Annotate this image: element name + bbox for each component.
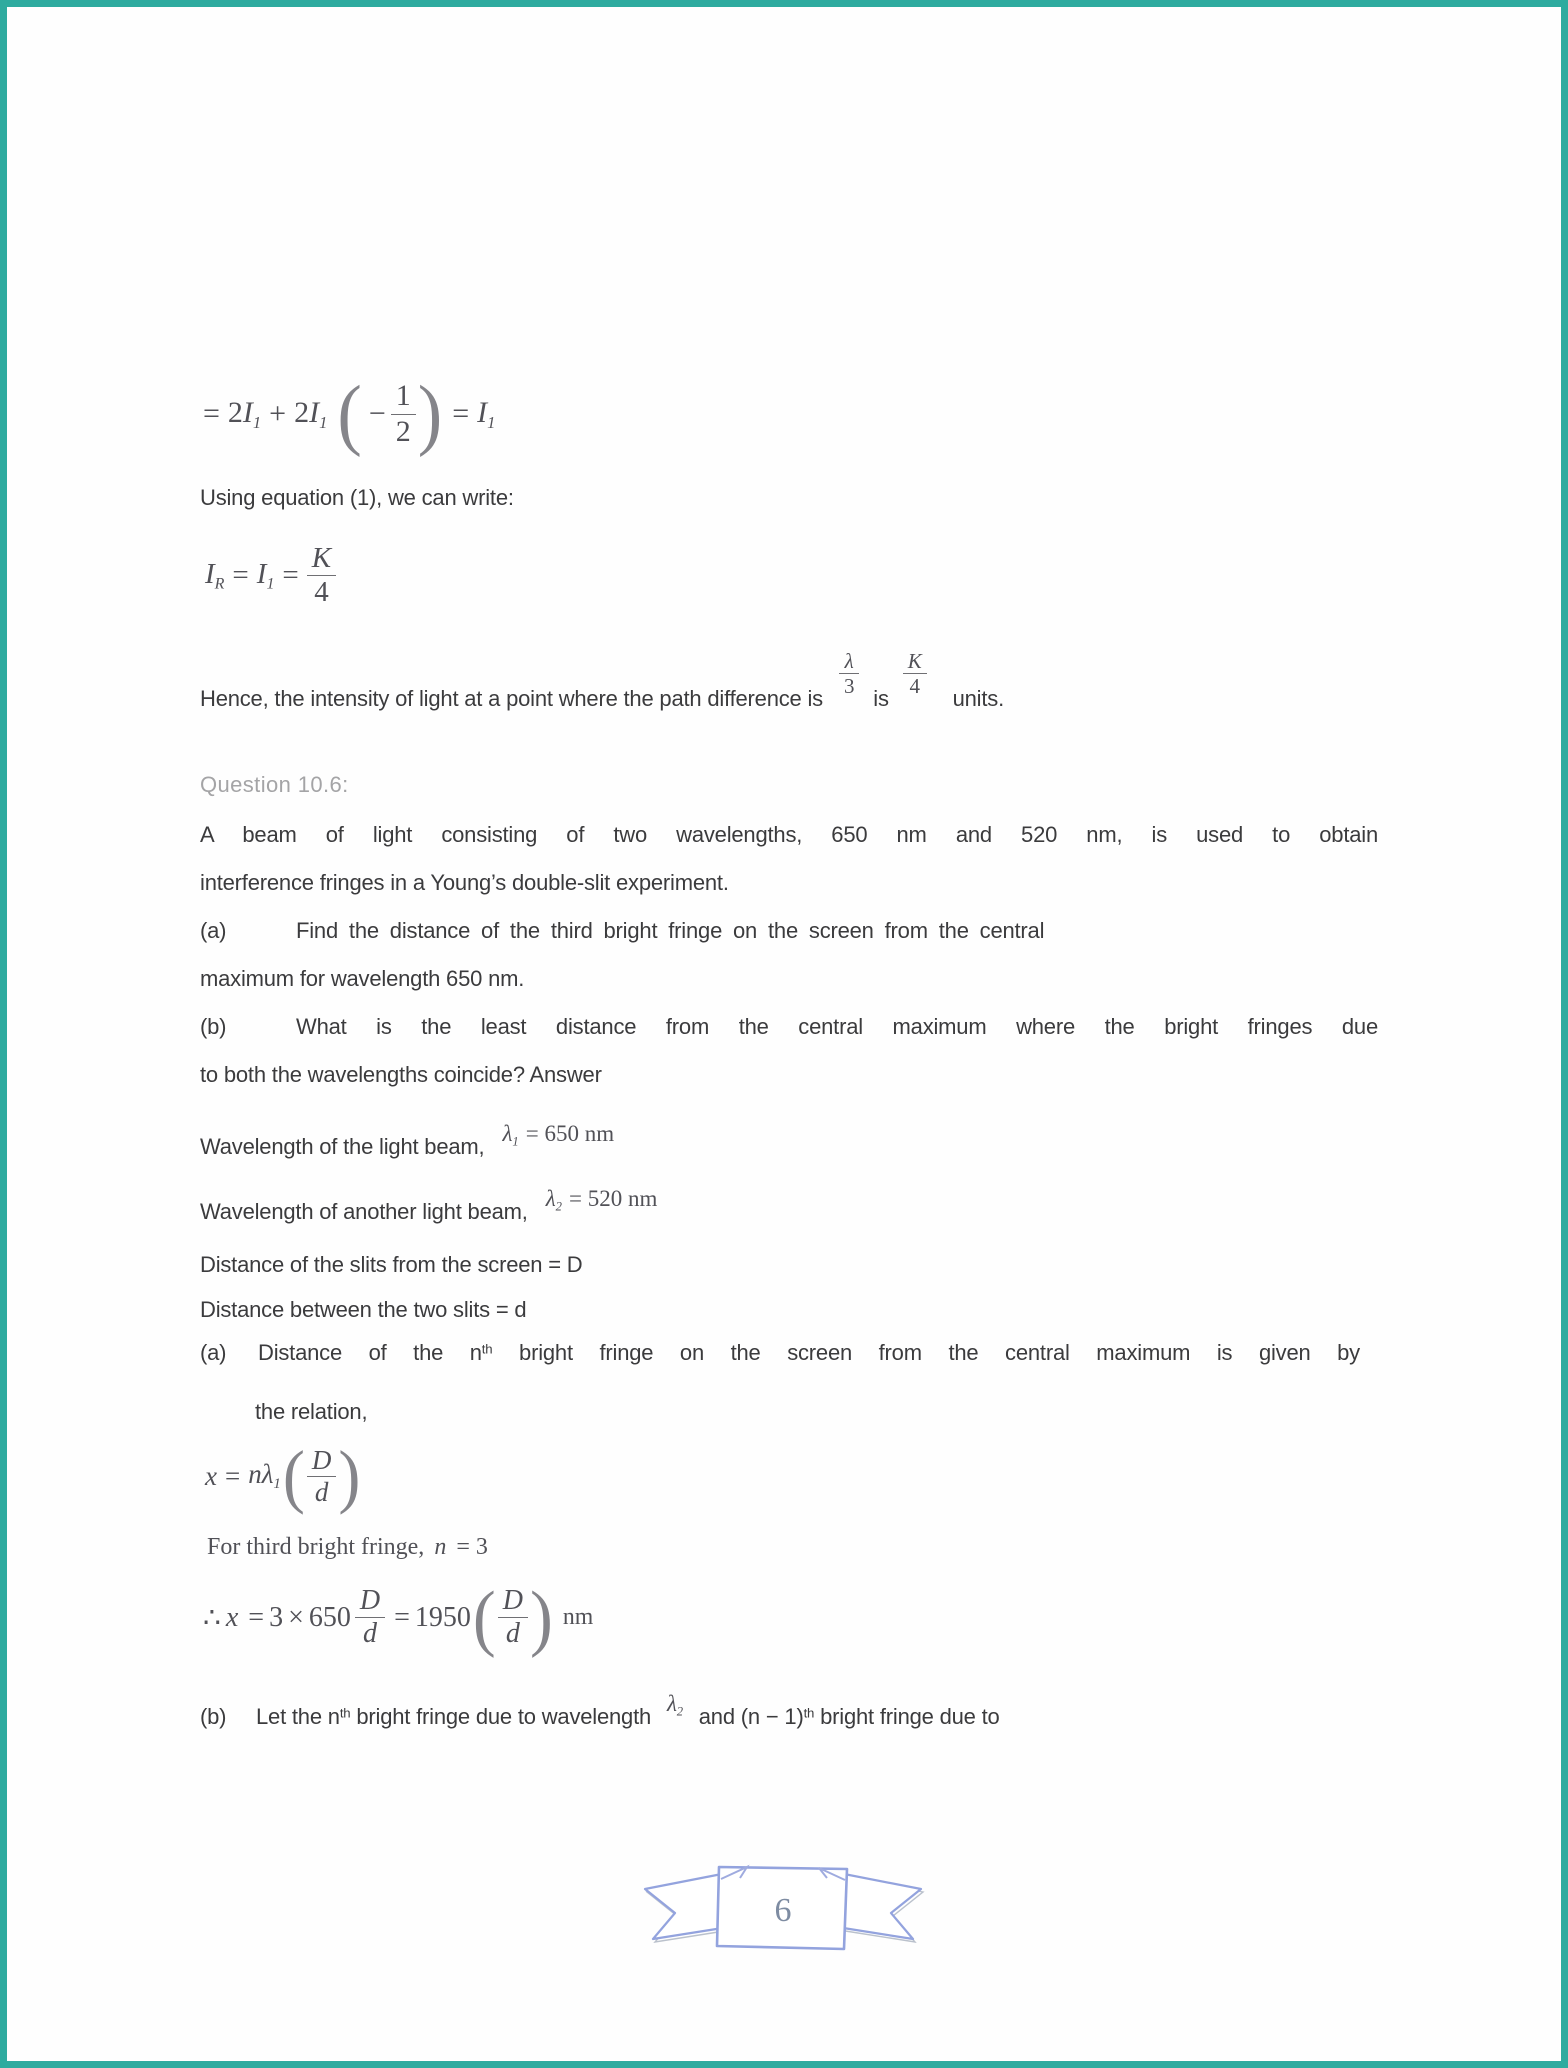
eq-token: x (225, 1601, 239, 1633)
hence-text: units. (952, 686, 1004, 712)
eq-token: = (203, 397, 220, 430)
eq-token: + (269, 397, 287, 430)
item-label-b: (b) (200, 1014, 227, 1039)
equation-intensity-sum (203, 369, 496, 458)
open-paren: ( (472, 1575, 496, 1658)
paragraph-using-equation: Using equation (1), we can write: (200, 485, 514, 510)
open-paren: ( (282, 1436, 305, 1516)
page-number-ribbon (623, 1857, 943, 1961)
hence-text: is (873, 686, 889, 712)
eq-token: − (368, 397, 386, 430)
eq-token: = (232, 559, 249, 592)
superscript-th: th (339, 1705, 351, 1721)
question-item-b-line-1: (b) What is the least distance from the central maximum where the bright fringes due (200, 1014, 1378, 1039)
fraction-D-over-d: $\frac{D}{d}$ (307, 1445, 337, 1508)
therefore-symbol: ∴ (203, 1602, 221, 1634)
answer-a-line-2: the relation, (255, 1399, 368, 1424)
eq-token: = (394, 1601, 410, 1633)
item-label-a: (a) (200, 1340, 227, 1365)
eq-token: n (434, 1534, 447, 1560)
eq-token: x (205, 1461, 217, 1492)
eq-token: 650 (308, 1601, 351, 1633)
page-number: 6 (774, 1892, 792, 1929)
eq-token: $n\lambda_1$ (248, 1459, 281, 1493)
fraction-k-over-4-inline: $\frac{K}{4}$ (903, 649, 927, 698)
eq-token: $I_1$ (256, 558, 275, 593)
equation-therefore (203, 1575, 594, 1658)
third-fringe-line: For third bright fringe, n = 3 (207, 1534, 488, 1560)
answer-b-line: (b) Let the $n^{th}$ bright fringe due to wavelength $\lambda_2$ and $(n - 1)^{th}$ bright fringe due to (200, 1691, 1000, 1729)
close-paren: ) (529, 1575, 553, 1658)
question-item-a-line-1: (a) Find the distance of the third bright fringe on the screen from the central (200, 918, 1045, 943)
equation-x-relation (205, 1436, 362, 1516)
question-heading: Question 10.6: (200, 772, 349, 797)
answer-a-line-1: (a) Distance of the $n^{th}$ bright fringe on the screen from the central maximum is given by (200, 1340, 1360, 1365)
unit-label: nm (562, 1604, 594, 1631)
fraction-D-over-d: $\frac{D}{d}$ (355, 1585, 385, 1650)
equation-ir (205, 542, 336, 610)
hence-line (200, 649, 1004, 712)
fraction-k-over-4: $\frac{K}{4}$ (307, 542, 336, 610)
eq-token: $2I_1$ (294, 395, 328, 432)
item-label-b: (b) (200, 1704, 227, 1729)
ribbon-tail-right (837, 1873, 921, 1939)
wavelength-line-1: Wavelength of the light $beam,\lambda_1 = 650$ nm (200, 1121, 615, 1159)
question-item-b-line-2: to both the wavelengths coincide? Answer (200, 1062, 602, 1087)
eq-token: $I_R$ (205, 558, 225, 593)
inline-eq-lambda2-symbol: $\lambda_2$ (666, 1691, 683, 1719)
wavelength-line-2: Wavelength of another light $beam,\lambda_2 = 520$ nm (200, 1186, 658, 1224)
hence-text: Hence, the intensity of light at a point where the path difference is (200, 686, 823, 712)
close-paren: ) (417, 369, 443, 458)
fraction-D-over-d: $\frac{D}{d}$ (498, 1585, 528, 1650)
eq-token: = (282, 559, 299, 592)
fraction-lambda-over-3: $\frac{\lambda}{3}$ (839, 649, 859, 698)
question-line-2: interference fringes in a Young’s double-slit experiment. (200, 870, 729, 895)
inline-eq-lambda1: $\lambda_1 = 650$ nm (502, 1121, 615, 1149)
superscript-th: th (481, 1341, 493, 1357)
eq-token: 3 (269, 1601, 284, 1633)
item-label-a: (a) (200, 918, 227, 943)
question-item-a-line-2: maximum for wavelength 650 nm. (200, 966, 525, 991)
open-paren: ( (337, 369, 362, 458)
distance-screen-line: Distance of the slits from the screen = D (200, 1252, 583, 1277)
eq-token: 1950 (414, 1601, 471, 1633)
eq-token: = (224, 1461, 241, 1492)
eq-token: = (452, 397, 470, 430)
superscript-th: th (803, 1705, 815, 1721)
eq-token: $2I_1$ (227, 395, 262, 432)
fraction-one-half: $\frac{1}{2}$ (391, 379, 416, 449)
inline-eq-lambda2: $\lambda_2 = 520$ nm (545, 1186, 658, 1214)
eq-token: × (288, 1601, 304, 1633)
eq-token: = (248, 1601, 265, 1633)
close-paren: ) (338, 1436, 361, 1516)
eq-token: $I_1$ (477, 395, 496, 432)
question-line-1: A beam of light consisting of two wavelengths, 650 nm and 520 nm, is used to obtain (200, 822, 1378, 847)
distance-slits-line: Distance between the two slits = d (200, 1297, 527, 1322)
